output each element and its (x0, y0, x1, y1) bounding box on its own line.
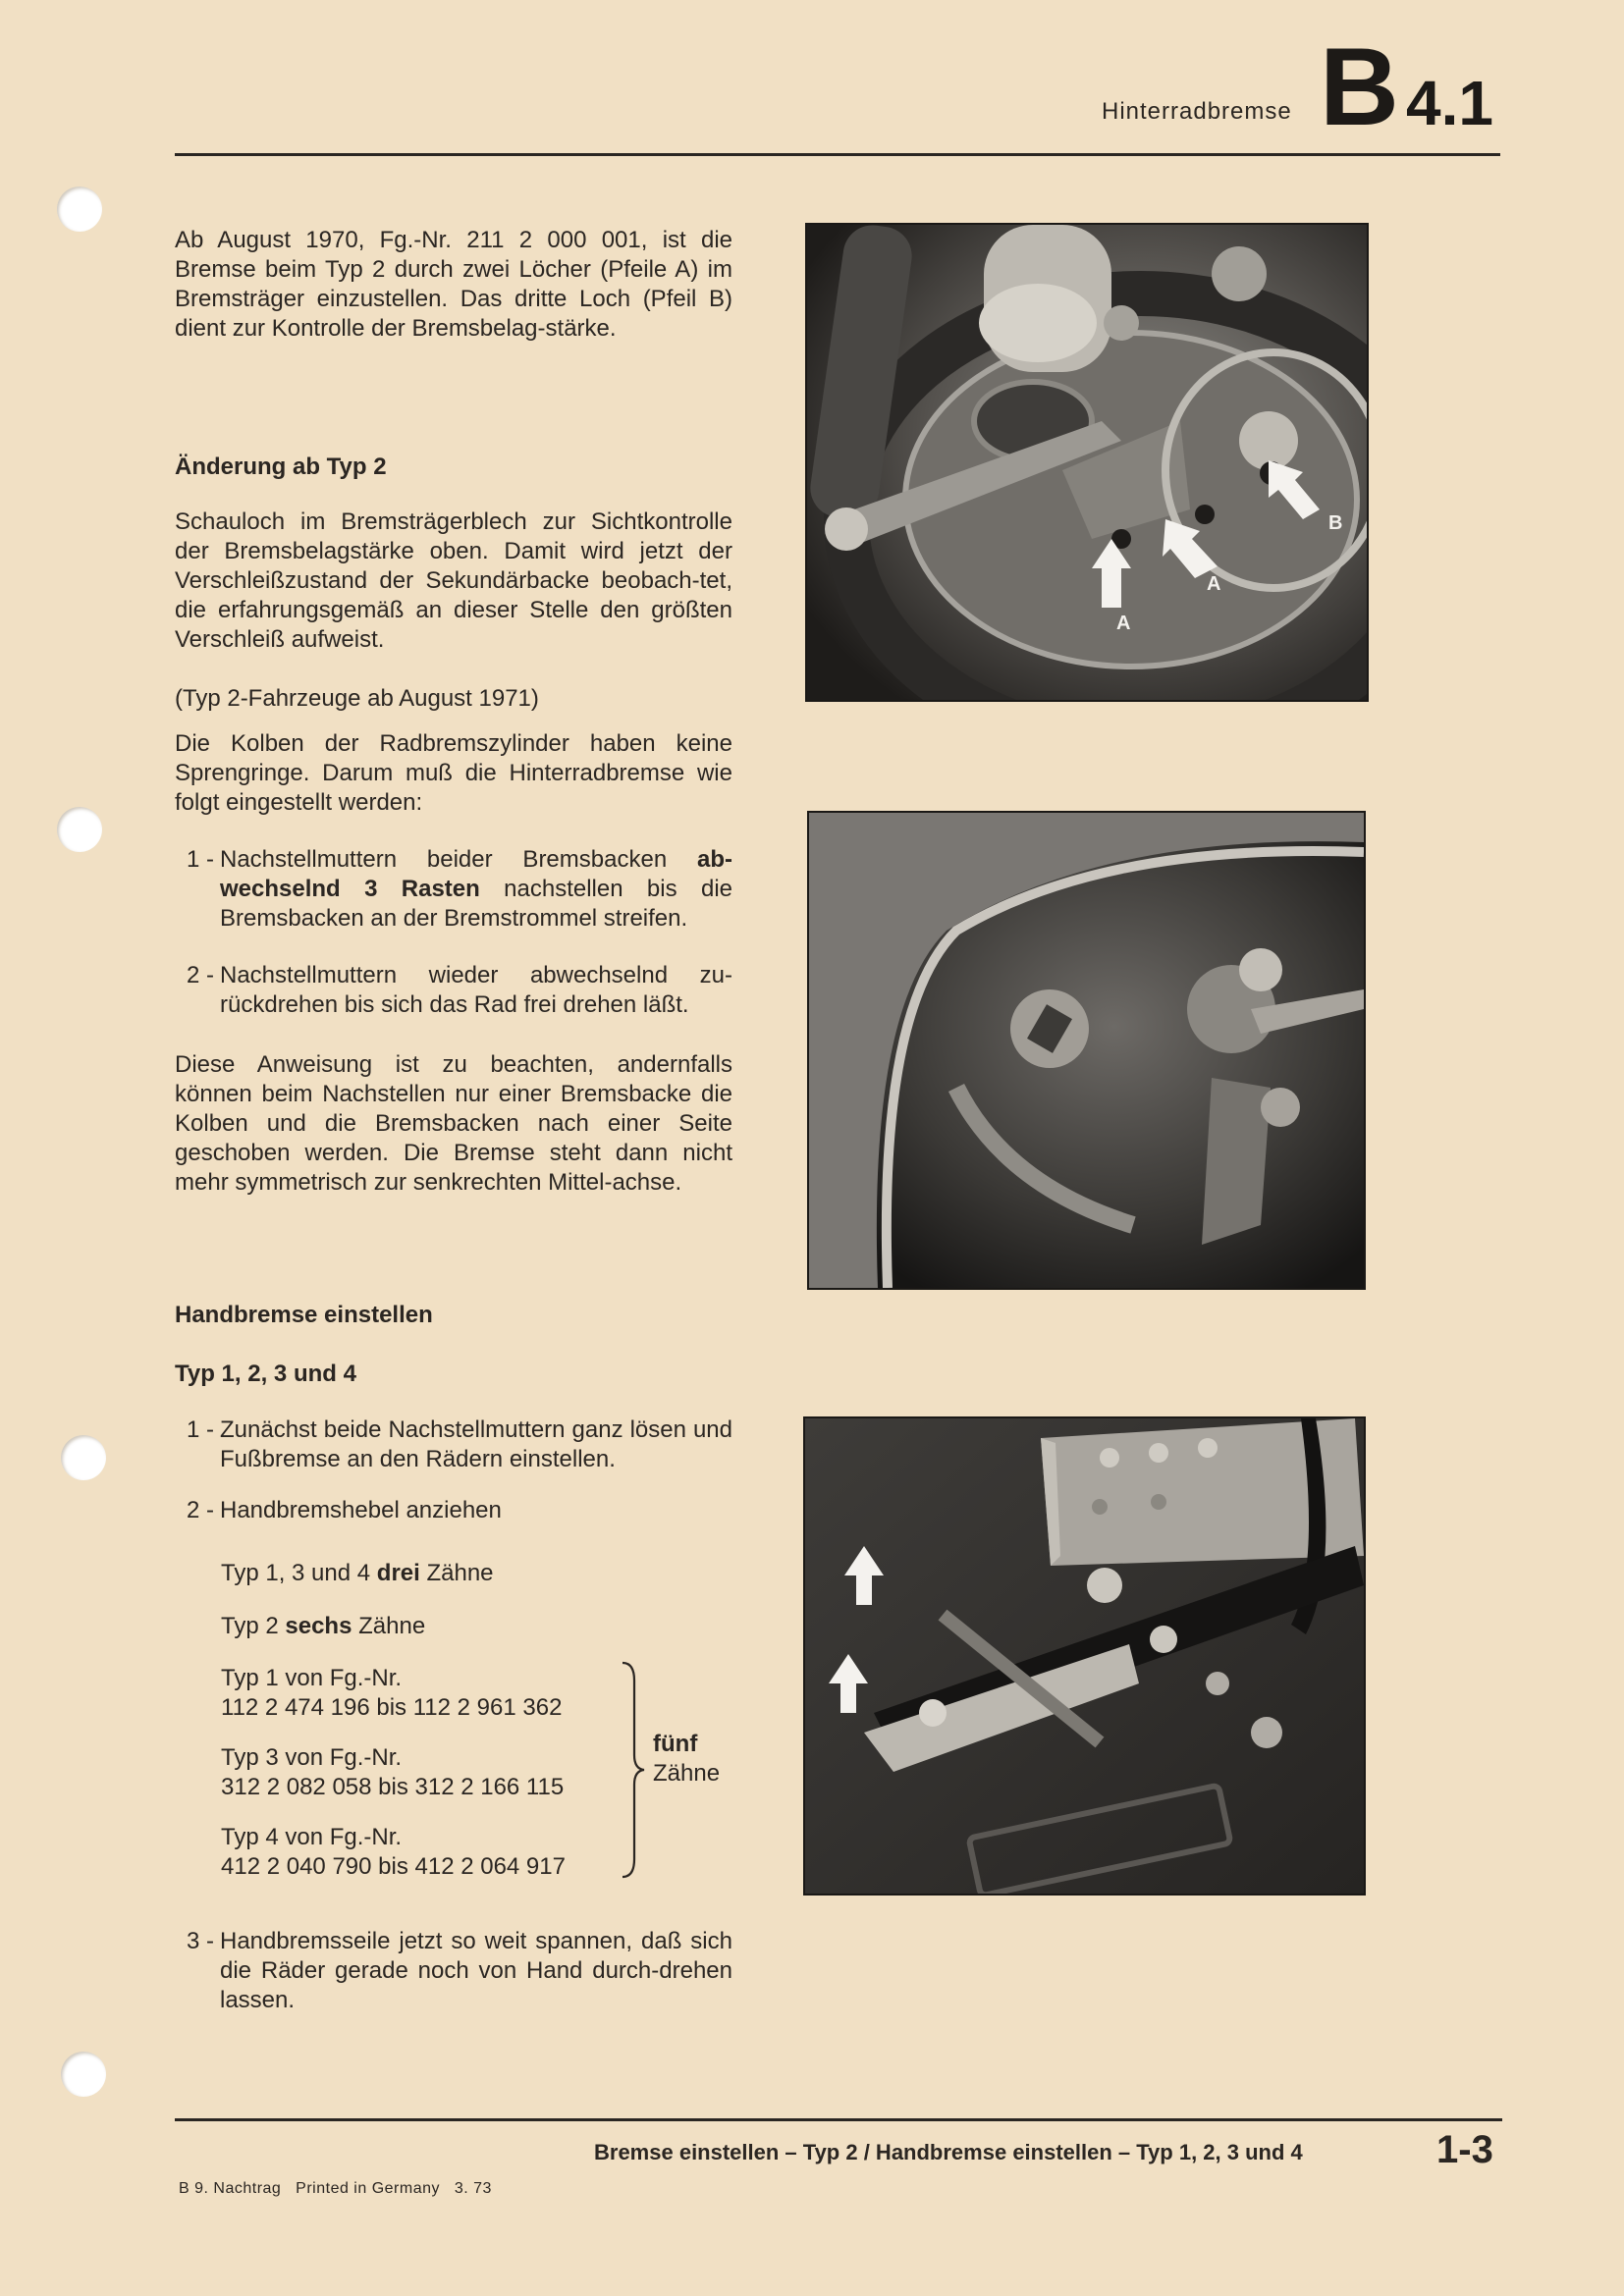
photo-brake-backing-plate (805, 223, 1369, 702)
step-text: Zunächst beide Nachstellmuttern ganz lösen und Fußbremse an den Rädern einstellen. (220, 1416, 732, 1472)
change-paragraph-2: Die Kolben der Radbremszylinder haben keine Sprengringe. Darum muß die Hinterradbremse wie folgt eingestellt werden: (175, 730, 732, 816)
step-number: 2 - (187, 962, 215, 988)
footer-imprint: B 9. Nachtrag Printed in Germany 3. 73 (179, 2180, 492, 2197)
header-rule (175, 153, 1500, 156)
section-number: 4.1 (1406, 68, 1493, 138)
step-text: Nachstellmuttern beider Bremsbacken (220, 846, 668, 873)
change-paragraph: Schauloch im Bremsträgerblech zur Sichtkontrolle der Bremsbelagstärke oben. Damit wird jetzt der Verschleißzustand der Sekundärbacke beobach-tet, die erfahrungsgemäß an dieser Stelle den größten Verschleiß aufweist. (175, 508, 732, 653)
range-block-3 (221, 1823, 566, 1882)
step-number: 3 - (187, 1928, 215, 1954)
step-number: 1 - (187, 1416, 215, 1443)
range-label: Typ 4 von Fg.-Nr. (221, 1824, 403, 1850)
footer-caption: Bremse einstellen – Typ 2 / Handbremse einstellen – Typ 1, 2, 3 und 4 (594, 2140, 1303, 2164)
section-title: Hinterradbremse (1102, 98, 1292, 125)
handbrake-step-2 (187, 1496, 732, 1525)
intro-paragraph: Ab August 1970, Fg.-Nr. 211 2 000 001, ist die Bremse beim Typ 2 durch zwei Löcher (Pfeile A) im Bremsträger einzustellen. Das dritte Loch (Pfeil B) dient zur Kontrolle der Bremsbelag-stärke. (175, 227, 732, 342)
change-heading: Änderung ab Typ 2 (175, 454, 387, 480)
step-text: Nachstellmuttern wieder abwechselnd zu-rückdrehen bis sich das Rad frei drehen läßt. (220, 962, 732, 1018)
teeth-line-1: Typ 1, 3 und 4 drei Zähne (221, 1560, 494, 1586)
step-number: 2 - (187, 1497, 215, 1523)
bracket-bold: fünf (653, 1731, 698, 1757)
warning-paragraph: Diese Anweisung ist zu beachten, andernfalls können beim Nachstellen nur einer Bremsbacke die Kolben und die Bremsbacken nach einer Seite geschoben werden. Die Bremse steht dann nicht mehr symmetrisch zur senkrechten Mittel-achse. (175, 1051, 732, 1196)
photo-handbrake-lever (803, 1416, 1366, 1896)
step-text-cont: nachstellen bis die Bremsbacken an der Bremstrommel streifen. (220, 876, 732, 932)
teeth-line-2: Typ 2 sechs Zähne (221, 1613, 426, 1639)
punch-hole-3 (61, 1435, 106, 1480)
teeth-count: sechs (285, 1613, 352, 1639)
range-numbers: 112 2 474 196 bis 112 2 961 362 (221, 1694, 563, 1721)
adjust-step-1 (187, 845, 732, 934)
curly-brace (619, 1661, 648, 1879)
page-number: 1-3 (1436, 2128, 1493, 2171)
photo-label-a1: A (1116, 613, 1131, 634)
change-note: (Typ 2-Fahrzeuge ab August 1971) (175, 685, 539, 712)
range-label: Typ 3 von Fg.-Nr. (221, 1744, 403, 1771)
adjust-step-2 (187, 961, 732, 1020)
range-block-1 (221, 1664, 562, 1723)
range-block-2 (221, 1743, 564, 1802)
range-numbers: 312 2 082 058 bis 312 2 166 115 (221, 1774, 565, 1800)
handbrake-step-1 (187, 1415, 732, 1474)
range-label: Typ 1 von Fg.-Nr. (221, 1665, 403, 1691)
handbrake-step-3 (187, 1927, 732, 2015)
photo-label-b: B (1328, 512, 1343, 534)
photo-label-a2: A (1207, 573, 1221, 595)
step-bold-text: ab-wechselnd 3 Rasten (220, 846, 732, 902)
punch-hole-2 (57, 807, 102, 852)
step-text: Handbremsseile jetzt so weit spannen, daß sich die Räder gerade noch von Hand durch-drehen lassen. (220, 1928, 732, 2013)
range-numbers: 412 2 040 790 bis 412 2 064 917 (221, 1853, 566, 1880)
step-text: Handbremshebel anziehen (220, 1497, 502, 1523)
handbrake-subheading: Typ 1, 2, 3 und 4 (175, 1361, 356, 1387)
teeth-count: drei (376, 1560, 420, 1586)
section-letter: B (1320, 26, 1399, 148)
footer-rule (175, 2118, 1502, 2121)
step-number: 1 - (187, 846, 215, 873)
handbrake-heading: Handbremse einstellen (175, 1302, 433, 1328)
punch-hole-4 (61, 2052, 106, 2097)
bracket-text: Zähne (653, 1760, 721, 1787)
photo-wheel-well (807, 811, 1366, 1290)
punch-hole-1 (57, 187, 102, 232)
